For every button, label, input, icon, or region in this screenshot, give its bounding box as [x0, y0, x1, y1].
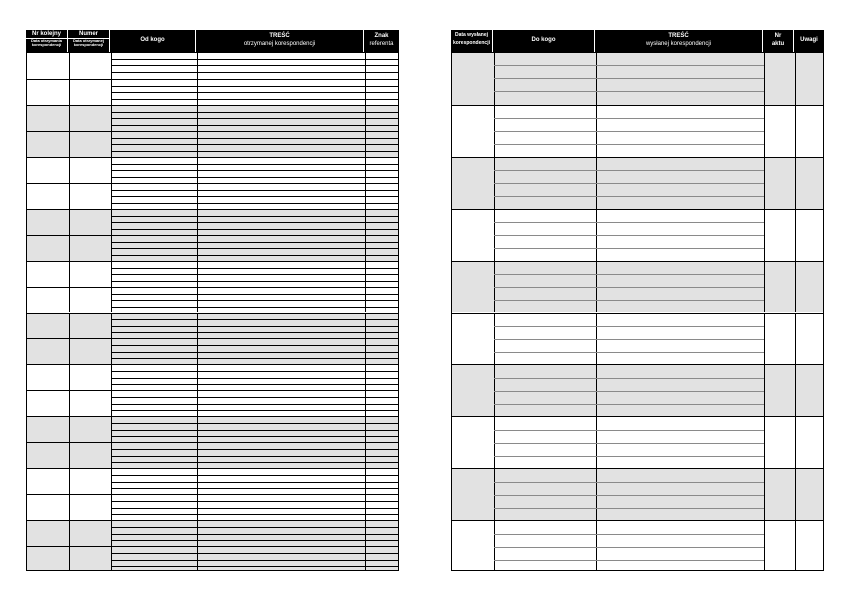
- sub-line: [111, 170, 398, 171]
- sub-line: [494, 495, 764, 496]
- column-divider: [795, 106, 796, 157]
- entry-group: [27, 79, 398, 105]
- sub-line: [111, 177, 398, 178]
- column-divider: [764, 521, 765, 571]
- sub-line: [494, 170, 764, 171]
- aktu-label: aktu: [771, 41, 785, 47]
- entry-group: [27, 209, 398, 235]
- sub-line: [494, 378, 764, 379]
- znak-header: [364, 30, 399, 52]
- sub-line: [111, 436, 398, 437]
- sub-line: [111, 268, 398, 269]
- nr-kolejny-header: [26, 30, 68, 52]
- sub-line: [111, 488, 398, 489]
- do-kogo-label: Do kogo: [531, 37, 556, 43]
- sub-line: [111, 404, 398, 405]
- column-divider: [795, 53, 796, 105]
- sub-line: [111, 99, 398, 100]
- sub-line: [494, 430, 764, 431]
- sub-line: [111, 449, 398, 450]
- sub-line: [494, 274, 764, 275]
- column-divider: [764, 314, 765, 365]
- sub-line: [111, 190, 398, 191]
- entry-group: [27, 442, 398, 468]
- column-divider: [764, 53, 765, 105]
- sub-line: [494, 248, 764, 249]
- entry-group: [27, 183, 398, 209]
- sub-line: [111, 378, 398, 379]
- column-divider: [764, 262, 765, 313]
- sub-line: [494, 222, 764, 223]
- sub-line: [111, 274, 398, 275]
- sub-line: [494, 456, 764, 457]
- sub-line: [494, 118, 764, 119]
- sub-line: [111, 255, 398, 256]
- column-divider: [69, 288, 70, 313]
- column-divider: [764, 417, 765, 468]
- column-divider: [764, 469, 765, 520]
- sub-line: [494, 404, 764, 405]
- column-divider: [795, 262, 796, 313]
- column-divider: [69, 314, 70, 339]
- entry-group: [27, 131, 398, 157]
- sub-line: [111, 92, 398, 93]
- sub-line: [494, 508, 764, 509]
- sub-line: [494, 183, 764, 184]
- entry-group: [27, 468, 398, 494]
- sub-line: [494, 300, 764, 301]
- sub-line: [111, 508, 398, 509]
- column-divider: [795, 314, 796, 365]
- tresc-label: TREŚĆ: [668, 33, 689, 39]
- entry-group: [27, 546, 398, 571]
- sub-line: [494, 391, 764, 392]
- column-divider: [69, 106, 70, 131]
- column-divider: [764, 106, 765, 157]
- sub-line: [111, 534, 398, 535]
- sub-line: [111, 125, 398, 126]
- sub-line: [111, 482, 398, 483]
- column-divider: [69, 262, 70, 287]
- column-divider: [69, 417, 70, 442]
- numer-label: Numer: [78, 31, 98, 37]
- column-divider: [69, 365, 70, 390]
- data-wyslanej-label: Data wysłanej: [454, 32, 489, 38]
- entry-group: [27, 364, 398, 390]
- od-kogo-label: Od kogo: [140, 37, 165, 43]
- sub-line: [111, 566, 398, 567]
- column-divider: [69, 391, 70, 416]
- received-table-header: [26, 30, 399, 52]
- sub-line: [111, 326, 398, 327]
- sub-line: [111, 456, 398, 457]
- column-divider: [795, 158, 796, 209]
- entry-group: [452, 520, 823, 571]
- entry-group: [452, 364, 823, 416]
- sub-line: [111, 164, 398, 165]
- entry-group: [27, 494, 398, 520]
- sub-line: [494, 235, 764, 236]
- entry-group: [452, 53, 823, 105]
- sent-table-header: [451, 30, 824, 52]
- sub-line: [111, 151, 398, 152]
- sub-line: [111, 527, 398, 528]
- column-divider: [795, 417, 796, 468]
- sub-line: [111, 242, 398, 243]
- sub-line: [111, 332, 398, 333]
- column-divider: [795, 469, 796, 520]
- entry-group: [27, 313, 398, 339]
- sub-line: [494, 287, 764, 288]
- sub-line: [494, 78, 764, 79]
- sub-line: [111, 475, 398, 476]
- column-divider: [69, 236, 70, 261]
- sub-line: [494, 547, 764, 548]
- sub-line: [111, 358, 398, 359]
- entry-group: [27, 105, 398, 131]
- nr-label: Nr: [774, 33, 782, 39]
- sub-line: [111, 410, 398, 411]
- data-otrzymania-label: Data otrzymania korespondencji: [31, 38, 62, 48]
- entry-group: [452, 261, 823, 313]
- entry-group: [452, 209, 823, 261]
- sub-line: [111, 72, 398, 73]
- uwagi-header: [794, 30, 824, 52]
- entry-group: [452, 416, 823, 468]
- korespondencji-label: korespondencji: [453, 40, 490, 46]
- nr-kolejny-label: Nr kolejny: [31, 31, 61, 37]
- sub-line: [494, 144, 764, 145]
- sub-line: [111, 229, 398, 230]
- column-divider: [69, 132, 70, 157]
- column-divider: [69, 80, 70, 105]
- entry-group: [27, 261, 398, 287]
- sub-line: [111, 86, 398, 87]
- tresc-label: TREŚĆ: [269, 33, 290, 39]
- column-divider: [69, 210, 70, 235]
- sub-line: [111, 222, 398, 223]
- entry-group: [27, 520, 398, 546]
- sub-line: [111, 118, 398, 119]
- entry-group: [27, 416, 398, 442]
- sub-line: [494, 482, 764, 483]
- numer-header: [68, 30, 110, 52]
- sub-line: [111, 112, 398, 113]
- column-divider: [764, 158, 765, 209]
- entry-group: [452, 105, 823, 157]
- sub-line: [111, 65, 398, 66]
- sub-line: [494, 91, 764, 92]
- sub-line: [494, 196, 764, 197]
- column-divider: [69, 158, 70, 183]
- sub-line: [111, 307, 398, 308]
- nr-aktu-header: [763, 30, 794, 52]
- od-kogo-header: [110, 30, 196, 52]
- sub-line: [111, 203, 398, 204]
- column-divider: [795, 210, 796, 261]
- sub-line: [111, 248, 398, 249]
- data-wyslanej-header: [451, 30, 493, 52]
- column-divider: [69, 184, 70, 209]
- data-otrzymanej-label: Data otrzymanej korespondencji: [73, 38, 104, 48]
- sent-table-body: [451, 52, 824, 571]
- entry-group: [27, 157, 398, 183]
- tresc-subtitle: wysłanej korespondencji: [645, 41, 712, 47]
- sub-line: [111, 216, 398, 217]
- sub-line: [111, 501, 398, 502]
- sub-line: [111, 319, 398, 320]
- sub-line: [111, 59, 398, 60]
- entry-group: [27, 53, 398, 79]
- sub-line: [111, 462, 398, 463]
- sub-line: [111, 540, 398, 541]
- tresc-header: [196, 30, 364, 52]
- sub-line: [111, 196, 398, 197]
- sub-line: [494, 131, 764, 132]
- sub-line: [494, 534, 764, 535]
- sub-line: [111, 560, 398, 561]
- sub-line: [111, 281, 398, 282]
- column-divider: [69, 521, 70, 546]
- sub-line: [111, 144, 398, 145]
- sub-line: [494, 352, 764, 353]
- sub-line: [111, 553, 398, 554]
- received-correspondence-page: [26, 30, 399, 571]
- entry-group: [452, 313, 823, 365]
- entry-group: [452, 157, 823, 209]
- tresc-header: [595, 30, 763, 52]
- sub-line: [111, 345, 398, 346]
- entry-group: [27, 390, 398, 416]
- sub-line: [111, 352, 398, 353]
- column-divider: [69, 53, 70, 79]
- sub-line: [494, 65, 764, 66]
- column-divider: [795, 521, 796, 571]
- column-divider: [69, 443, 70, 468]
- sub-line: [111, 397, 398, 398]
- uwagi-label: Uwagi: [800, 37, 818, 43]
- sub-line: [111, 430, 398, 431]
- sub-line: [494, 339, 764, 340]
- entry-group: [27, 287, 398, 313]
- received-table-body: [26, 52, 399, 571]
- entry-group: [27, 235, 398, 261]
- column-divider: [69, 495, 70, 520]
- column-divider: [764, 210, 765, 261]
- column-divider: [69, 547, 70, 571]
- sub-line: [494, 560, 764, 561]
- sub-line: [111, 514, 398, 515]
- sub-line: [111, 138, 398, 139]
- sub-line: [111, 384, 398, 385]
- entry-group: [452, 468, 823, 520]
- sub-line: [111, 371, 398, 372]
- sub-line: [111, 300, 398, 301]
- do-kogo-header: [493, 30, 595, 52]
- sub-line: [494, 443, 764, 444]
- column-divider: [69, 339, 70, 364]
- sub-line: [111, 294, 398, 295]
- column-divider: [764, 365, 765, 416]
- entry-group: [27, 338, 398, 364]
- sub-line: [111, 423, 398, 424]
- column-divider: [69, 469, 70, 494]
- sub-line: [494, 326, 764, 327]
- znak-label: Znak: [374, 33, 389, 39]
- sent-correspondence-page: [451, 30, 824, 571]
- tresc-subtitle: otrzymanej korespondencji: [243, 41, 316, 47]
- column-divider: [795, 365, 796, 416]
- referenta-label: referenta: [369, 41, 394, 47]
